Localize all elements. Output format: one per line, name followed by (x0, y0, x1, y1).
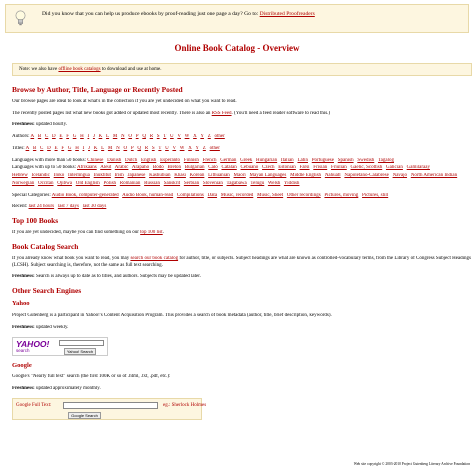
language-link[interactable]: Navajo (392, 173, 408, 179)
language-link[interactable]: Yiddish (283, 180, 300, 186)
top100-heading: Top 100 Books (12, 216, 59, 226)
yahoo-logo: YAHOO! (16, 338, 50, 349)
browse-heading: Browse by Author, Title, Language or Recently Posted (12, 85, 183, 94)
title-letter-link[interactable]: Q (137, 145, 142, 151)
title-letter-link[interactable]: other (209, 145, 220, 151)
language-link[interactable]: Danish (107, 157, 122, 163)
main-content (12, 81, 474, 420)
language-link[interactable]: Korean (189, 173, 205, 179)
title-letter-link[interactable]: I (82, 145, 85, 151)
google-heading: Google (12, 361, 32, 369)
special-category-link[interactable]: Audio Book, computer-generated (51, 192, 119, 198)
catalog-search-freshness: Freshness: Search is always up to date as to titles, and authors. Subjects may be updated later. (12, 274, 201, 280)
author-letter-link[interactable]: F (66, 134, 70, 140)
language-link[interactable]: Inuktitut (93, 173, 111, 179)
authors-row: Authors: A B C D E F G H I J K L M N O P Q R S T U V W X Y Z other (12, 134, 225, 140)
author-letter-link[interactable]: Y (200, 134, 204, 140)
language-link[interactable]: Lithuanian (208, 173, 230, 179)
recent-row: Recent: last 24 hours last 7 days last 30 days (12, 204, 107, 210)
languages-more-row: Languages with more than 50 books: Chinese Danish Dutch English Esperanto Finnish French German Greek Hungarian Italian Latin Portuguese Spanish Swedish Tagalog (12, 157, 394, 163)
language-link[interactable]: Italian (280, 157, 294, 163)
languages-less-row-1: Languages with up to 50 books: Afrikaans Aleut Arabic Arapaho Bodo Breton Bulgarian Caló Catalan Cebuano Czech Estonian Farsi Frisian Friulian Gaelic, Scottish Galician Gamilaraay (12, 165, 430, 171)
language-link[interactable]: Slovenian (202, 180, 223, 186)
author-letter-link[interactable]: R (149, 134, 154, 140)
language-link[interactable]: Kashubian (149, 173, 171, 179)
special-category-link[interactable]: Music, recorded (220, 192, 254, 198)
languages-less-row-3 (12, 181, 474, 188)
author-letter-link[interactable]: X (193, 134, 197, 140)
language-link[interactable]: Middle English (290, 173, 322, 179)
author-letter-link[interactable]: O (128, 134, 133, 140)
top100-text: If you are yet undecided, maybe you can find something on our top 100 list. (12, 230, 164, 236)
author-letter-link[interactable]: M (112, 134, 118, 140)
footer-copyright: Web site copyright © 2003-2010 Project Gutenberg Literary Archive Foundation (353, 462, 470, 466)
author-letter-link[interactable]: B (37, 134, 42, 140)
author-letter-link[interactable]: S (156, 134, 160, 140)
offline-catalog-note: Note: we also have offline book catalogs to download and use at home. (12, 63, 472, 76)
title-letter-link[interactable]: R (144, 145, 149, 151)
lightbulb-icon (15, 10, 26, 27)
language-link[interactable]: North American Indian (410, 173, 458, 179)
language-link[interactable]: Catalan (221, 165, 237, 171)
title-letter-link[interactable]: H (75, 145, 79, 151)
language-link[interactable]: Bodo (152, 165, 164, 171)
title-letter-link[interactable]: J (88, 145, 90, 151)
language-link[interactable]: Telugu (250, 180, 265, 186)
language-link[interactable]: Cebuano (240, 165, 259, 171)
language-link[interactable]: Polish (103, 180, 117, 186)
yahoo-text: Project Gutenberg is a participant in Yahoo!'s Content Acquisition Program. This provides a search of book metadata (author, title, brief description, keywords). (12, 313, 332, 319)
language-link[interactable]: Maori (233, 173, 246, 179)
language-link[interactable]: Welsh (267, 180, 281, 186)
language-link[interactable]: Farsi (299, 165, 310, 171)
author-letter-link[interactable]: T (163, 134, 167, 140)
title-letter-link[interactable]: Z (202, 145, 206, 151)
title-letter-link[interactable]: G (67, 145, 72, 151)
recent-link[interactable]: last 30 days (82, 204, 107, 210)
title-letter-link[interactable]: A (25, 145, 30, 151)
language-link[interactable]: French (202, 157, 217, 163)
language-link[interactable]: Napoletano-Calabrese (344, 173, 389, 179)
language-link[interactable]: Norwegian (12, 180, 35, 186)
other-engines-heading: Other Search Engines (12, 286, 82, 296)
author-letter-link[interactable]: Q (142, 134, 146, 140)
author-letter-link[interactable]: H (80, 134, 84, 140)
language-link[interactable]: Nahuatl (324, 173, 341, 179)
title-letter-link[interactable]: D (47, 145, 51, 151)
language-link[interactable]: Friulian (330, 165, 347, 171)
language-link[interactable]: Hungarian (256, 157, 278, 163)
google-search-example: eg.: Sherlock Holmes (163, 402, 207, 408)
rss-feed-link[interactable]: RSS Feed (211, 110, 232, 116)
language-link[interactable]: Greek (240, 157, 253, 163)
titles-row: Titles: A B C D E F G H I J K L M N O P Q R S T U V W X Y Z other (12, 145, 220, 151)
title-letter-link[interactable]: V (172, 145, 177, 151)
google-search-button[interactable]: Google Search (68, 412, 101, 419)
language-link[interactable]: Old English (75, 180, 100, 186)
special-category-link[interactable]: Compilations (176, 192, 204, 198)
language-link[interactable]: Russian (144, 180, 160, 186)
google-search-input[interactable] (63, 402, 158, 409)
yahoo-freshness: Freshness: updated weekly. (12, 324, 69, 330)
google-search-form (12, 398, 207, 420)
language-link[interactable]: Tagabawa (226, 180, 247, 186)
language-link[interactable]: Arapaho (131, 165, 150, 171)
google-freshness: Freshness: updated approximately monthly. (12, 386, 101, 392)
special-category-link[interactable]: Music, Sheet (257, 192, 284, 198)
author-letter-link[interactable]: I (87, 134, 90, 140)
top100-link[interactable]: top 100 list (140, 230, 163, 236)
title-letter-link[interactable]: O (123, 145, 128, 151)
title-letter-link[interactable]: P (130, 145, 134, 151)
language-link[interactable]: Interlingua (67, 173, 90, 179)
language-link[interactable]: Occitan (37, 180, 54, 186)
language-link[interactable]: Caló (208, 165, 218, 171)
yahoo-logo-sub: search (16, 347, 30, 353)
author-letter-link[interactable]: D (52, 134, 56, 140)
language-link[interactable]: English (141, 157, 157, 163)
language-link[interactable]: German (220, 157, 237, 163)
yahoo-heading: Yahoo (12, 300, 30, 308)
title-letter-link[interactable]: S (151, 145, 155, 151)
language-link[interactable]: Frisian (313, 165, 328, 171)
yahoo-search-input[interactable] (59, 340, 104, 346)
title-letter-link[interactable]: L (101, 145, 105, 151)
special-categories-row: Special Categories: Audio Book, computer-generated Audio Book, human-read Compilations Data Music, recorded Music, Sheet Other recordings Pictures, moving Pictures, still (12, 192, 389, 198)
title-letter-link[interactable]: C (40, 145, 44, 151)
title-letter-link[interactable]: U (165, 145, 169, 151)
language-link[interactable]: Spanish (337, 157, 354, 163)
title-letter-link[interactable]: B (32, 145, 37, 151)
title-letter-link[interactable]: Y (195, 145, 200, 151)
catalog-search-text: If you already know what book you want to read, you may search our book catalog for author, title, or subjects. Subject headings are what are known as controlled-vocabulary terms, from the Library of Congress Subject Headings (LCSH). Subject searching is, therefore, not the same as full text searching. (12, 255, 471, 268)
language-link[interactable]: Latin (297, 157, 308, 163)
special-category-link[interactable]: Data (207, 192, 218, 198)
proofreading-message: Did you know that you can help us produce ebooks by proof-reading just one page a day? Go to: Distributed Proofreaders (42, 11, 315, 17)
title-letter-link[interactable]: W (179, 145, 185, 151)
language-link[interactable]: Iloko (53, 173, 65, 179)
title-letter-link[interactable]: X (188, 145, 192, 151)
special-category-link[interactable]: Other recordings (286, 192, 321, 198)
recent-link[interactable]: last 7 days (57, 204, 79, 210)
language-link[interactable]: Hebrew (12, 173, 28, 179)
language-link[interactable]: Serbian (183, 180, 200, 186)
author-letter-link[interactable]: V (177, 134, 181, 140)
language-link[interactable]: Japanese (127, 173, 146, 179)
language-link[interactable]: Sanskrit (163, 180, 181, 186)
google-text: Google's "Nearly full text" search (the first 100K or so of .html, .txt, .pdf, etc.): (12, 374, 171, 380)
author-letter-link[interactable]: E (59, 134, 63, 140)
language-link[interactable]: Chinese (87, 157, 104, 163)
language-link[interactable]: Aleut (100, 165, 112, 171)
special-category-link[interactable]: Audio Book, human-read (122, 192, 174, 198)
special-category-link[interactable]: Pictures, moving (324, 192, 359, 198)
language-link[interactable]: Romanian (119, 180, 141, 186)
language-link[interactable]: Gamilaraay (406, 165, 430, 171)
language-link[interactable]: Finnish (183, 157, 199, 163)
distributed-proofreaders-link[interactable]: Distributed Proofreaders (259, 11, 315, 17)
language-link[interactable]: Galician (385, 165, 403, 171)
author-letter-link[interactable]: other (214, 134, 225, 140)
language-link[interactable]: Icelandic (31, 173, 50, 179)
author-letter-link[interactable]: J (92, 134, 95, 140)
browse-intro: Our browse pages are ideal to look at what's in the collection if you are yet undecided on what you want to read. (12, 98, 237, 104)
language-link[interactable]: Esperanto (160, 157, 181, 163)
author-letter-link[interactable]: N (121, 134, 125, 140)
title-letter-link[interactable]: K (93, 145, 98, 151)
page-title: Online Book Catalog - Overview (174, 43, 300, 53)
author-letter-link[interactable]: Z (207, 134, 211, 140)
browse-freshness: Freshness: updated hourly. (12, 122, 67, 128)
language-link[interactable]: Tagalog (377, 157, 394, 163)
author-letter-link[interactable]: G (72, 134, 77, 140)
language-link[interactable]: Czech (262, 165, 275, 171)
author-letter-link[interactable]: A (30, 134, 35, 140)
google-search-label: Google Full Text: (16, 402, 52, 408)
offline-catalogs-link[interactable]: offline book catalogs (58, 67, 101, 72)
language-link[interactable]: Arabic (114, 165, 129, 171)
languages-less-row-2 (12, 173, 474, 180)
author-letter-link[interactable]: W (184, 134, 190, 140)
language-link[interactable]: Gaelic, Scottish (350, 165, 383, 171)
language-link[interactable]: Dutch (125, 157, 138, 163)
language-link[interactable]: Estonian (278, 165, 296, 171)
title-letter-link[interactable]: T (158, 145, 162, 151)
yahoo-search-button[interactable]: Yahoo! Search (64, 348, 96, 355)
catalog-search-heading: Book Catalog Search (12, 241, 79, 251)
language-link[interactable]: Breton (167, 165, 182, 171)
title-letter-link[interactable]: E (54, 145, 58, 151)
proofreading-banner (5, 4, 469, 33)
language-link[interactable]: Ojibwa (57, 180, 72, 186)
author-letter-link[interactable]: C (44, 134, 49, 140)
language-link[interactable]: Khasi (174, 173, 186, 179)
language-link[interactable]: Irish (114, 173, 124, 179)
author-letter-link[interactable]: U (170, 134, 174, 140)
language-link[interactable]: Swedish (357, 157, 375, 163)
author-letter-link[interactable]: P (135, 134, 139, 140)
title-letter-link[interactable]: F (61, 145, 65, 151)
language-link[interactable]: Bulgarian (184, 165, 205, 171)
author-letter-link[interactable]: K (98, 134, 103, 140)
search-catalog-link[interactable]: search our book catalog (130, 255, 179, 261)
language-link[interactable]: Mayan Languages (249, 173, 287, 179)
language-link[interactable]: Afrikaans (77, 165, 97, 171)
title-letter-link[interactable]: N (116, 145, 120, 151)
author-letter-link[interactable]: L (106, 134, 110, 140)
recent-link[interactable]: last 24 hours (28, 204, 55, 210)
special-category-link[interactable]: Pictures, still (362, 192, 389, 198)
title-letter-link[interactable]: M (107, 145, 113, 151)
language-link[interactable]: Portuguese (311, 157, 334, 163)
recent-description: The recently posted pages list what new books got added or updated most recently. There is also an RSS Feed. (You'll need a feed reader software to read this.) (12, 110, 331, 116)
yahoo-search-form (12, 337, 108, 356)
